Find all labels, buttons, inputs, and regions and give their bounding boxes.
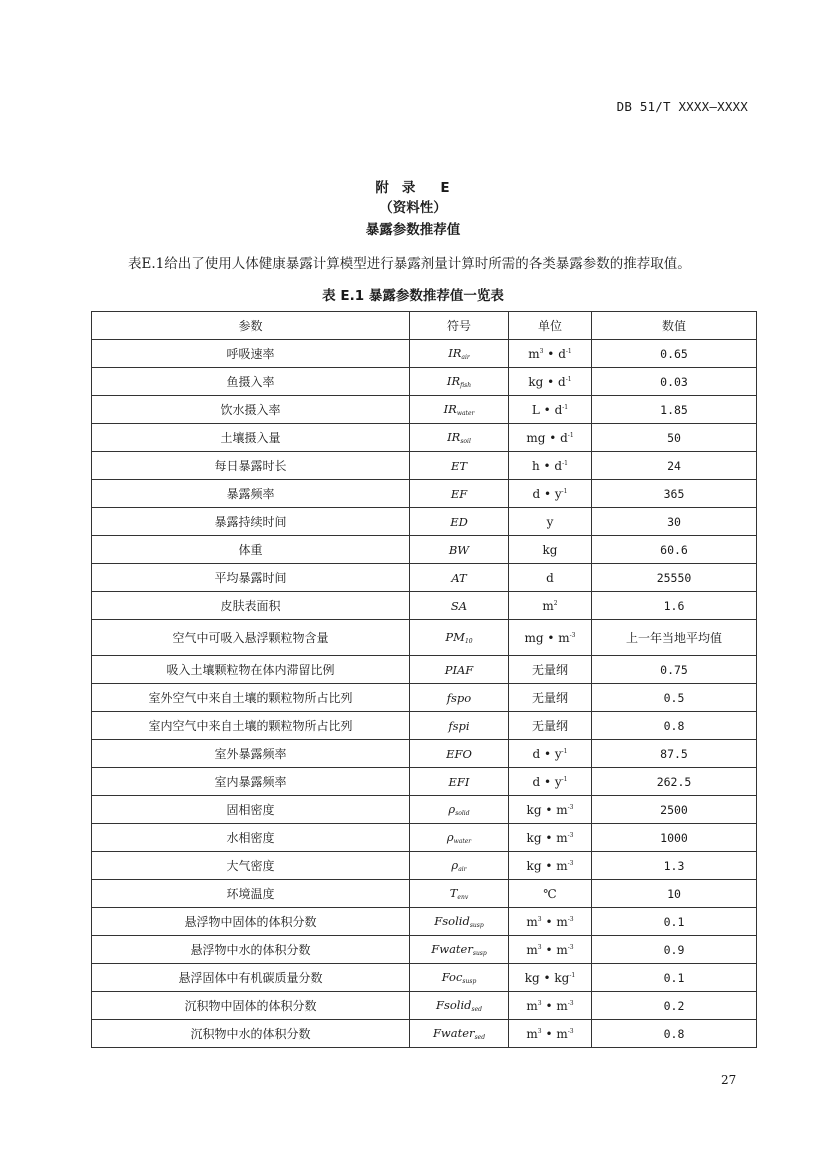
table-row <box>92 712 757 740</box>
unit-base: L • d <box>531 402 563 417</box>
unit-exponent: 3 <box>537 999 542 1007</box>
column-header-unit: 单位 <box>509 312 592 340</box>
parameter-unit <box>509 452 592 480</box>
parameter-value: 30 <box>592 508 757 536</box>
table-row <box>92 1020 757 1048</box>
parameter-value: 1000 <box>592 824 757 852</box>
parameter-unit <box>509 424 592 452</box>
symbol-subscript: sed <box>471 1006 482 1013</box>
symbol-base: ET <box>450 458 468 473</box>
column-header-parameter: 参数 <box>92 312 410 340</box>
parameter-value: 262.5 <box>592 768 757 796</box>
unit-base: mg • m <box>524 630 570 645</box>
unit-rest: • m <box>541 998 568 1013</box>
column-header-symbol: 符号 <box>410 312 509 340</box>
unit-base: 无量纲 <box>531 691 568 705</box>
table-row <box>92 536 757 564</box>
parameter-symbol <box>410 340 509 368</box>
parameter-symbol <box>410 396 509 424</box>
document-code: DB 51/T XXXX—XXXX <box>616 99 748 114</box>
table-row <box>92 824 757 852</box>
symbol-subscript: water <box>453 838 472 845</box>
unit-base: m <box>526 942 538 957</box>
parameter-unit <box>509 684 592 712</box>
symbol-base: T <box>449 886 458 900</box>
parameter-unit <box>509 508 592 536</box>
unit-exponent: -3 <box>567 859 574 867</box>
table-row <box>92 452 757 480</box>
unit-exponent: -1 <box>561 487 568 495</box>
parameter-value: 0.75 <box>592 656 757 684</box>
parameter-symbol <box>410 796 509 824</box>
symbol-base: Fsolid <box>434 914 470 928</box>
parameter-name: 鱼摄入率 <box>92 368 410 396</box>
table-row <box>92 684 757 712</box>
parameter-symbol <box>410 656 509 684</box>
parameter-unit <box>509 536 592 564</box>
table-row <box>92 620 757 656</box>
symbol-subscript: fish <box>460 382 472 389</box>
unit-base: kg • d <box>528 374 566 389</box>
symbol-subscript: susp <box>462 978 477 985</box>
table-row <box>92 908 757 936</box>
unit-base: mg • d <box>526 430 568 445</box>
parameter-unit <box>509 768 592 796</box>
unit-rest: • m <box>541 1026 568 1041</box>
parameter-name: 室外暴露频率 <box>92 740 410 768</box>
parameter-name: 室外空气中来自土壤的颗粒物所占比列 <box>92 684 410 712</box>
parameter-value: 365 <box>592 480 757 508</box>
unit-exponent-2: -3 <box>567 1027 574 1035</box>
parameter-symbol <box>410 964 509 992</box>
parameter-symbol <box>410 824 509 852</box>
exposure-parameters-table <box>91 311 757 1048</box>
unit-base: h • d <box>532 458 563 473</box>
table-row <box>92 656 757 684</box>
symbol-base: AT <box>451 570 467 585</box>
parameter-symbol <box>410 368 509 396</box>
symbol-subscript: water <box>456 410 475 417</box>
table-row <box>92 368 757 396</box>
parameter-unit <box>509 592 592 620</box>
unit-rest: • d <box>543 346 566 361</box>
parameter-value: 2500 <box>592 796 757 824</box>
symbol-base: ρ <box>446 830 454 844</box>
parameter-name: 悬浮固体中有机碳质量分数 <box>92 964 410 992</box>
table-caption: 表 E.1 暴露参数推荐值一览表 <box>322 288 504 304</box>
parameter-value: 0.5 <box>592 684 757 712</box>
parameter-symbol <box>410 880 509 908</box>
symbol-base: EF <box>450 486 468 501</box>
parameter-name: 室内空气中来自土壤的颗粒物所占比列 <box>92 712 410 740</box>
appendix-nature: （资料性） <box>379 200 447 216</box>
table-row <box>92 508 757 536</box>
parameter-unit <box>509 620 592 656</box>
parameter-symbol <box>410 768 509 796</box>
parameter-symbol <box>410 508 509 536</box>
parameter-name: 悬浮物中固体的体积分数 <box>92 908 410 936</box>
parameter-unit <box>509 564 592 592</box>
unit-exponent-2: -3 <box>567 915 574 923</box>
unit-exponent: -1 <box>561 775 568 783</box>
parameter-unit <box>509 396 592 424</box>
unit-base: m <box>528 346 540 361</box>
parameter-symbol <box>410 936 509 964</box>
unit-base: d • y <box>532 746 562 761</box>
table-body <box>92 340 757 1048</box>
parameter-symbol <box>410 712 509 740</box>
parameter-name: 吸入土壤颗粒物在体内滞留比例 <box>92 656 410 684</box>
symbol-base: PM <box>445 630 465 644</box>
appendix-label: 附 <box>375 180 390 196</box>
parameter-value: 24 <box>592 452 757 480</box>
table-row <box>92 480 757 508</box>
appendix-letter: E <box>440 180 451 196</box>
symbol-base: Fsolid <box>435 998 472 1012</box>
parameter-unit <box>509 656 592 684</box>
unit-base: m <box>526 914 538 929</box>
parameter-name: 皮肤表面积 <box>92 592 410 620</box>
parameter-name: 土壤摄入量 <box>92 424 410 452</box>
table-row <box>92 424 757 452</box>
unit-base: 无量纲 <box>531 663 568 677</box>
parameter-value: 上一年当地平均值 <box>592 620 757 656</box>
page-number: 27 <box>721 1073 737 1087</box>
intro-paragraph: 表E.1给出了使用人体健康暴露计算模型进行暴露剂量计算时所需的各类暴露参数的推荐取值。 <box>128 256 691 272</box>
unit-exponent: -3 <box>569 631 576 639</box>
unit-rest: • m <box>541 914 568 929</box>
parameter-symbol <box>410 452 509 480</box>
table-row <box>92 964 757 992</box>
table-row <box>92 880 757 908</box>
parameter-name: 环境温度 <box>92 880 410 908</box>
parameter-unit <box>509 796 592 824</box>
unit-exponent: -1 <box>567 431 574 439</box>
table-row <box>92 740 757 768</box>
symbol-base: fspi <box>448 718 470 733</box>
unit-exponent: 3 <box>539 347 544 355</box>
symbol-subscript: soil <box>460 438 471 445</box>
column-header-value: 数值 <box>592 312 757 340</box>
unit-exponent: -1 <box>562 459 568 467</box>
unit-exponent: -1 <box>569 971 576 979</box>
unit-exponent: 3 <box>537 915 542 923</box>
parameter-symbol <box>410 536 509 564</box>
parameter-value: 0.1 <box>592 964 757 992</box>
parameter-name: 悬浮物中水的体积分数 <box>92 936 410 964</box>
symbol-base: IR <box>447 430 461 444</box>
symbol-base: IR <box>446 374 461 388</box>
parameter-name: 室内暴露频率 <box>92 768 410 796</box>
parameter-value: 60.6 <box>592 536 757 564</box>
parameter-symbol <box>410 480 509 508</box>
unit-exponent-2: -3 <box>567 943 574 951</box>
appendix-title <box>0 176 826 196</box>
parameter-symbol <box>410 992 509 1020</box>
parameter-name: 大气密度 <box>92 852 410 880</box>
parameter-symbol <box>410 740 509 768</box>
table-header-row <box>92 312 757 340</box>
parameter-name: 暴露频率 <box>92 480 410 508</box>
parameter-value: 0.03 <box>592 368 757 396</box>
parameter-name: 暴露持续时间 <box>92 508 410 536</box>
table-row <box>92 340 757 368</box>
parameter-value: 1.6 <box>592 592 757 620</box>
unit-base: kg <box>542 542 558 557</box>
symbol-base: Fwater <box>432 1026 475 1040</box>
symbol-subscript: susp <box>472 950 487 957</box>
parameter-value: 0.65 <box>592 340 757 368</box>
parameter-unit <box>509 852 592 880</box>
symbol-base: PIAF <box>444 662 474 677</box>
unit-base: d • y <box>532 774 562 789</box>
parameter-value: 0.8 <box>592 712 757 740</box>
symbol-base: IR <box>443 402 457 416</box>
parameter-unit <box>509 712 592 740</box>
parameter-symbol <box>410 684 509 712</box>
parameter-name: 空气中可吸入悬浮颗粒物含量 <box>92 620 410 656</box>
symbol-base: Fwater <box>431 942 473 956</box>
parameter-unit <box>509 824 592 852</box>
appendix-heading: 暴露参数推荐值 <box>365 222 461 238</box>
parameter-unit <box>509 1020 592 1048</box>
parameter-name: 呼吸速率 <box>92 340 410 368</box>
symbol-subscript: 10 <box>464 638 473 645</box>
symbol-base: BW <box>448 542 470 557</box>
parameter-symbol <box>410 564 509 592</box>
symbol-base: EFI <box>448 774 470 789</box>
parameter-name: 沉积物中固体的体积分数 <box>92 992 410 1020</box>
parameter-value: 50 <box>592 424 757 452</box>
parameter-unit <box>509 964 592 992</box>
parameter-value: 1.3 <box>592 852 757 880</box>
symbol-base: EFO <box>446 746 472 761</box>
unit-base: 无量纲 <box>531 719 568 733</box>
parameter-value: 0.8 <box>592 1020 757 1048</box>
unit-base: kg • m <box>526 858 568 873</box>
parameter-unit <box>509 368 592 396</box>
table-row <box>92 936 757 964</box>
parameter-unit <box>509 480 592 508</box>
symbol-base: ρ <box>451 858 459 872</box>
symbol-subscript: env <box>457 894 469 901</box>
parameter-value: 0.9 <box>592 936 757 964</box>
symbol-subscript: sed <box>474 1034 486 1041</box>
table-row <box>92 396 757 424</box>
symbol-base: ρ <box>448 802 456 816</box>
parameter-value: 10 <box>592 880 757 908</box>
table-row <box>92 796 757 824</box>
parameter-symbol <box>410 592 509 620</box>
parameter-name: 沉积物中水的体积分数 <box>92 1020 410 1048</box>
unit-exponent: -1 <box>565 375 572 383</box>
unit-exponent: 3 <box>537 943 542 951</box>
parameter-symbol <box>410 620 509 656</box>
unit-base: kg • m <box>526 802 568 817</box>
unit-base: m <box>542 598 554 613</box>
symbol-subscript: solid <box>455 810 470 817</box>
unit-base: d • y <box>532 486 562 501</box>
parameter-value: 87.5 <box>592 740 757 768</box>
unit-exponent: 2 <box>553 599 558 607</box>
table-row <box>92 564 757 592</box>
unit-exponent: 3 <box>537 1027 542 1035</box>
unit-exponent: -1 <box>561 747 568 755</box>
table-row <box>92 992 757 1020</box>
unit-base: kg • m <box>526 830 568 845</box>
parameter-name: 固相密度 <box>92 796 410 824</box>
unit-base: kg • kg <box>524 970 570 985</box>
parameter-name: 体重 <box>92 536 410 564</box>
parameter-symbol <box>410 1020 509 1048</box>
unit-rest: • m <box>541 942 568 957</box>
parameter-unit <box>509 740 592 768</box>
symbol-base: fspo <box>446 690 472 705</box>
symbol-base: Foc <box>441 970 463 984</box>
parameter-unit <box>509 340 592 368</box>
parameter-name: 每日暴露时长 <box>92 452 410 480</box>
unit-base: y <box>546 514 554 529</box>
parameter-unit <box>509 936 592 964</box>
parameter-name: 饮水摄入率 <box>92 396 410 424</box>
unit-exponent-2: -1 <box>565 347 572 355</box>
appendix-label2: 录 <box>401 180 417 196</box>
parameter-symbol <box>410 852 509 880</box>
parameter-symbol <box>410 908 509 936</box>
parameter-unit <box>509 992 592 1020</box>
unit-exponent-2: -3 <box>567 999 574 1007</box>
unit-base: d <box>546 570 554 585</box>
parameter-value: 0.2 <box>592 992 757 1020</box>
parameter-value: 0.1 <box>592 908 757 936</box>
unit-base: m <box>526 998 538 1013</box>
table-row <box>92 592 757 620</box>
parameter-value: 1.85 <box>592 396 757 424</box>
symbol-base: SA <box>450 598 468 613</box>
symbol-subscript: air <box>458 866 467 873</box>
unit-exponent: -1 <box>562 403 569 411</box>
parameter-unit <box>509 880 592 908</box>
table-row <box>92 768 757 796</box>
unit-exponent: -3 <box>567 831 574 839</box>
parameter-value: 25550 <box>592 564 757 592</box>
symbol-subscript: air <box>461 354 470 361</box>
table-row <box>92 852 757 880</box>
unit-base: ℃ <box>543 886 557 901</box>
parameter-name: 水相密度 <box>92 824 410 852</box>
parameter-symbol <box>410 424 509 452</box>
unit-base: m <box>526 1026 538 1041</box>
symbol-subscript: susp <box>469 922 484 929</box>
parameter-unit <box>509 908 592 936</box>
symbol-base: IR <box>448 346 462 360</box>
symbol-base: ED <box>450 514 468 529</box>
parameter-name: 平均暴露时间 <box>92 564 410 592</box>
unit-exponent: -3 <box>567 803 574 811</box>
